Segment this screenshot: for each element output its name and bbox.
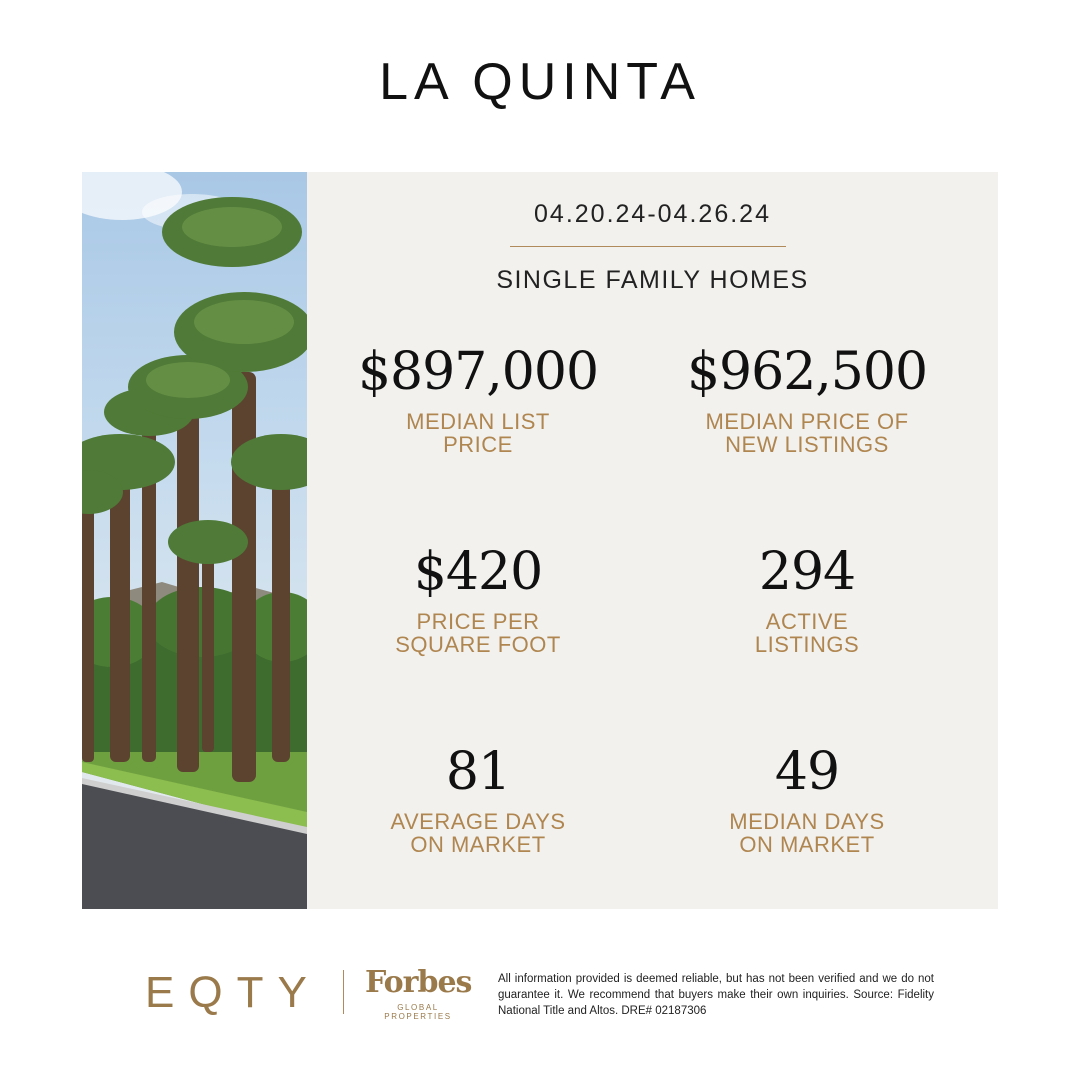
stat-value: 81 bbox=[445, 742, 511, 802]
eqty-logo: EQTY bbox=[145, 968, 321, 1017]
stat-label: MEDIAN DAYS ON MARKET bbox=[729, 809, 885, 857]
stat-value: $897,000 bbox=[357, 342, 599, 402]
stat-active-listings bbox=[657, 542, 957, 656]
stat-label: MEDIAN LIST PRICE bbox=[406, 409, 550, 457]
stat-value: $962,500 bbox=[686, 342, 928, 402]
logo-divider bbox=[343, 970, 344, 1014]
stat-label: PRICE PER SQUARE FOOT bbox=[395, 609, 561, 657]
stat-label: AVERAGE DAYS ON MARKET bbox=[390, 809, 566, 857]
stat-value: 49 bbox=[774, 742, 840, 802]
stat-price-per-square-foot bbox=[328, 542, 628, 656]
stat-label: MEDIAN PRICE OF NEW LISTINGS bbox=[705, 409, 909, 457]
stat-value: $420 bbox=[413, 542, 543, 602]
stat-median-price-new-listings bbox=[657, 342, 957, 456]
property-type: SINGLE FAMILY HOMES bbox=[496, 266, 809, 294]
page-title: LA QUINTA bbox=[379, 53, 701, 111]
stat-value: 294 bbox=[758, 542, 856, 602]
stat-median-list-price bbox=[328, 342, 628, 456]
date-range: 04.20.24-04.26.24 bbox=[534, 200, 771, 228]
palm-trees-photo bbox=[82, 172, 307, 909]
forbes-subtitle: GLOBAL PROPERTIES bbox=[384, 1003, 452, 1021]
disclaimer-text: All information provided is deemed reliable, but has not been verified and we do not guarantee it. We recommend that buyers make their own inquiries. Source: Fidelity National Title and Altos. DRE# 02187306 bbox=[498, 973, 934, 1017]
stat-average-days-on-market bbox=[328, 742, 628, 856]
forbes-wordmark: Forbes bbox=[365, 965, 472, 1000]
forbes-global-properties-logo bbox=[365, 966, 471, 1021]
divider-line bbox=[510, 246, 786, 247]
stat-median-days-on-market bbox=[657, 742, 957, 856]
stat-label: ACTIVE LISTINGS bbox=[754, 609, 860, 657]
